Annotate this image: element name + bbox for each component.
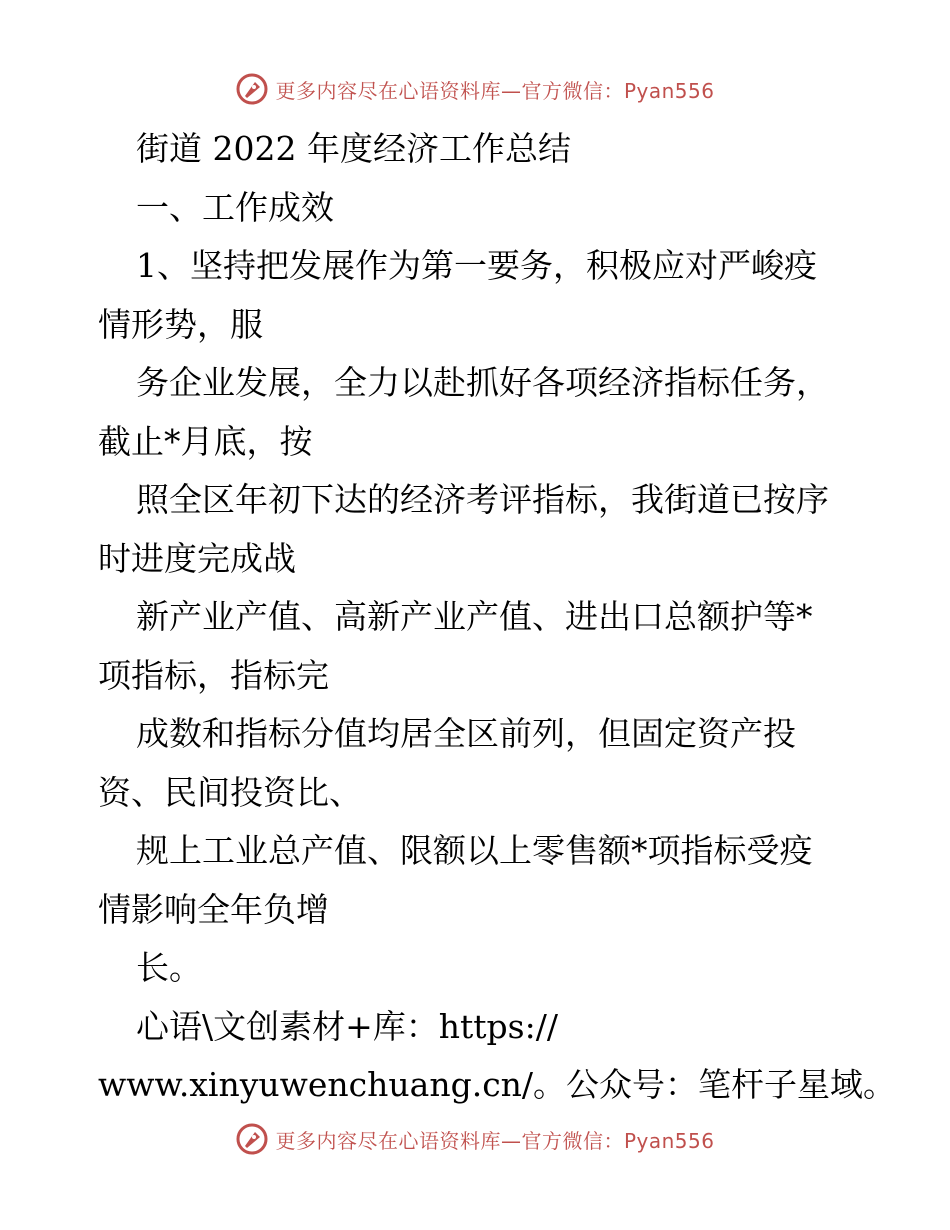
pen-nib-logo-icon — [235, 72, 269, 106]
paragraph-line: 截止*月底，按 — [98, 421, 313, 461]
paragraph-line: 长。 — [136, 948, 202, 987]
paragraph-line: 规上工业总产值、限额以上零售额*项指标受疫 — [136, 831, 813, 870]
document-title: 街道 2022 年度经济工作总结 — [136, 129, 571, 168]
section-heading: 一、工作成效 — [136, 187, 334, 227]
header-watermark-text: 更多内容尽在心语资料库—官方微信：Pyan556 — [275, 78, 715, 103]
paragraph-line: 新产业产值、高新产业产值、进出口总额护等* — [136, 597, 813, 636]
paragraph-line: 1、坚持把发展作为第一要务，积极应对严峻疫 — [136, 246, 817, 285]
header-watermark — [235, 72, 714, 106]
document-body — [98, 120, 897, 1115]
paragraph-line: 照全区年初下达的经济考评指标，我街道已按序 — [136, 480, 829, 519]
header-watermark-banner — [0, 72, 950, 106]
paragraph-line: 项指标，指标完 — [98, 655, 329, 695]
source-url-line: www.xinyuwenchuang.cn/。公众号：笔杆子星域。 — [98, 1065, 897, 1104]
paragraph-line: 成数和指标分值均居全区前列，但固定资产投 — [136, 714, 796, 753]
footer-watermark-banner — [0, 1122, 950, 1156]
paragraph-line: 情形势，服 — [98, 304, 263, 344]
footer-watermark — [235, 1122, 714, 1156]
paragraph-line: 情影响全年负增 — [98, 889, 329, 929]
paragraph-line: 务企业发展，全力以赴抓好各项经济指标任务， — [136, 363, 829, 402]
paragraph-line: 时进度完成战 — [98, 538, 296, 578]
pen-nib-logo-icon — [235, 1122, 269, 1156]
source-line: 心语\文创素材+库：https:// — [136, 1006, 558, 1046]
footer-watermark-text: 更多内容尽在心语资料库—官方微信：Pyan556 — [275, 1128, 715, 1153]
paragraph-line: 资、民间投资比、 — [98, 772, 362, 812]
